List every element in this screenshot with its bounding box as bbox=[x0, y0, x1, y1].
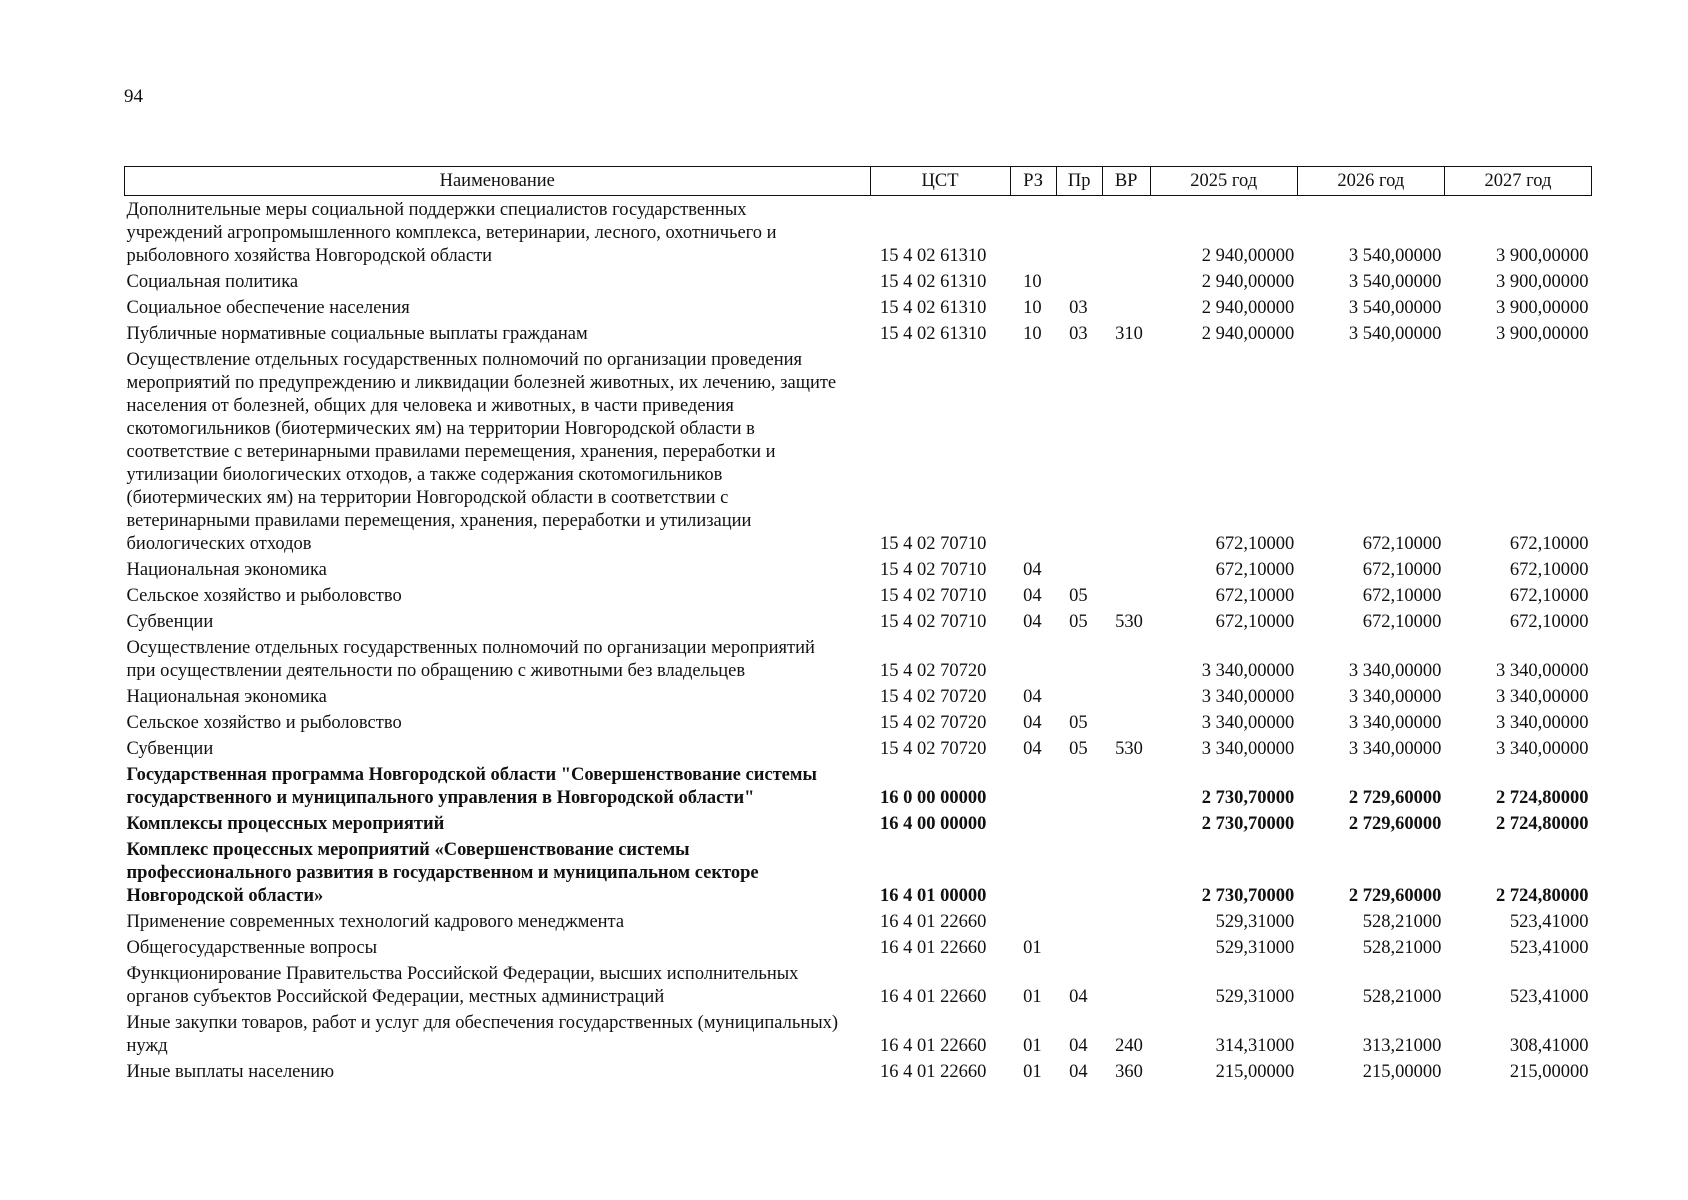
table-row bbox=[125, 1009, 1592, 1058]
row-2027: 2 724,80000 bbox=[1496, 886, 1589, 906]
table-row bbox=[125, 268, 1592, 294]
header-cst: ЦСТ bbox=[870, 167, 1010, 196]
row-2026: 3 540,00000 bbox=[1348, 298, 1442, 318]
row-pr: 04 bbox=[1069, 1036, 1088, 1056]
table-row bbox=[125, 761, 1592, 810]
row-name: Социальная политика bbox=[126, 272, 299, 292]
row-pr: 05 bbox=[1069, 586, 1088, 606]
row-name: Осуществление отдельных государственных полномочий по организации мероприятий при осуществлении деятельности по обращению с животными без владельцев bbox=[126, 638, 815, 681]
row-cst: 16 4 01 22660 bbox=[880, 987, 987, 1007]
row-cst: 16 4 01 22660 bbox=[880, 1062, 987, 1082]
row-2027: 3 340,00000 bbox=[1496, 713, 1589, 733]
row-rz: 04 bbox=[1023, 739, 1042, 759]
header-vr: ВР bbox=[1102, 167, 1150, 196]
row-2027: 308,41000 bbox=[1509, 1036, 1589, 1056]
row-rz bbox=[1010, 196, 1056, 269]
row-vr bbox=[1102, 582, 1150, 608]
row-2025: 2 940,00000 bbox=[1201, 246, 1295, 266]
row-vr bbox=[1102, 908, 1150, 934]
table-row bbox=[125, 320, 1592, 346]
row-2026: 215,00000 bbox=[1362, 1062, 1442, 1082]
row-2026: 3 540,00000 bbox=[1348, 246, 1442, 266]
row-pr bbox=[1056, 934, 1102, 960]
row-pr: 05 bbox=[1069, 739, 1088, 759]
row-pr: 05 bbox=[1069, 612, 1088, 632]
row-rz: 10 bbox=[1023, 298, 1042, 318]
row-2025: 672,10000 bbox=[1215, 586, 1295, 606]
row-rz: 01 bbox=[1023, 987, 1042, 1007]
row-cst: 15 4 02 61310 bbox=[880, 272, 987, 292]
row-2026: 672,10000 bbox=[1362, 612, 1442, 632]
row-rz bbox=[1010, 634, 1056, 683]
row-rz: 10 bbox=[1023, 324, 1042, 344]
row-2026: 3 340,00000 bbox=[1348, 661, 1442, 681]
row-name: Общегосударственные вопросы bbox=[126, 938, 378, 958]
row-vr: 530 bbox=[1115, 739, 1143, 759]
row-cst: 16 4 01 22660 bbox=[880, 912, 987, 932]
row-2027: 672,10000 bbox=[1509, 534, 1589, 554]
row-vr bbox=[1102, 346, 1150, 556]
row-name: Иные выплаты населению bbox=[126, 1062, 335, 1082]
row-cst: 15 4 02 70720 bbox=[880, 713, 987, 733]
row-2026: 672,10000 bbox=[1362, 534, 1442, 554]
row-cst: 16 0 00 00000 bbox=[880, 788, 987, 808]
row-name: Иные закупки товаров, работ и услуг для обеспечения государственных (муниципальных) нужд bbox=[126, 1013, 839, 1056]
row-rz: 04 bbox=[1023, 612, 1042, 632]
row-vr bbox=[1102, 709, 1150, 735]
table-row bbox=[125, 709, 1592, 735]
row-2025: 529,31000 bbox=[1215, 938, 1295, 958]
row-name: Применение современных технологий кадрового менеджмента bbox=[126, 912, 625, 932]
row-2025: 2 940,00000 bbox=[1201, 272, 1295, 292]
row-pr: 03 bbox=[1069, 324, 1088, 344]
row-2027: 215,00000 bbox=[1509, 1062, 1589, 1082]
row-pr: 04 bbox=[1069, 987, 1088, 1007]
row-cst: 16 4 01 22660 bbox=[880, 938, 987, 958]
row-vr: 310 bbox=[1115, 324, 1143, 344]
row-2025: 2 730,70000 bbox=[1201, 814, 1295, 834]
table-row bbox=[125, 634, 1592, 683]
row-2025: 3 340,00000 bbox=[1201, 687, 1295, 707]
header-2026: 2026 год bbox=[1297, 167, 1444, 196]
row-2025: 672,10000 bbox=[1215, 612, 1295, 632]
row-2027: 523,41000 bbox=[1509, 912, 1589, 932]
table-row bbox=[125, 346, 1592, 556]
row-rz: 10 bbox=[1023, 272, 1042, 292]
budget-table-container bbox=[124, 166, 1592, 1084]
row-2025: 215,00000 bbox=[1215, 1062, 1295, 1082]
table-row bbox=[125, 810, 1592, 836]
row-2025: 3 340,00000 bbox=[1201, 739, 1295, 759]
row-vr: 240 bbox=[1115, 1036, 1143, 1056]
row-rz: 01 bbox=[1023, 1062, 1042, 1082]
table-row bbox=[125, 196, 1592, 269]
row-vr bbox=[1102, 683, 1150, 709]
row-cst: 15 4 02 61310 bbox=[880, 324, 987, 344]
row-name: Функционирование Правительства Российской Федерации, высших исполнительных органов субъектов Российской Федерации, местных администраций bbox=[126, 964, 799, 1007]
row-rz bbox=[1010, 908, 1056, 934]
row-cst: 15 4 02 70710 bbox=[880, 560, 987, 580]
row-rz: 01 bbox=[1023, 1036, 1042, 1056]
row-2027: 3 340,00000 bbox=[1496, 687, 1589, 707]
row-2026: 672,10000 bbox=[1362, 560, 1442, 580]
row-vr bbox=[1102, 556, 1150, 582]
row-2026: 3 540,00000 bbox=[1348, 272, 1442, 292]
page-number: 94 bbox=[124, 86, 143, 107]
row-rz: 01 bbox=[1023, 938, 1042, 958]
row-cst: 16 4 01 22660 bbox=[880, 1036, 987, 1056]
table-row bbox=[125, 608, 1592, 634]
table-header bbox=[125, 167, 1592, 196]
table-row bbox=[125, 294, 1592, 320]
row-cst: 15 4 02 61310 bbox=[880, 298, 987, 318]
row-rz: 04 bbox=[1023, 687, 1042, 707]
table-row bbox=[125, 556, 1592, 582]
row-2025: 529,31000 bbox=[1215, 987, 1295, 1007]
row-pr bbox=[1056, 761, 1102, 810]
row-pr: 04 bbox=[1069, 1062, 1088, 1082]
row-2027: 3 340,00000 bbox=[1496, 661, 1589, 681]
row-2026: 3 340,00000 bbox=[1348, 739, 1442, 759]
row-2027: 3 900,00000 bbox=[1496, 272, 1589, 292]
row-2027: 2 724,80000 bbox=[1496, 814, 1589, 834]
row-name: Публичные нормативные социальные выплаты гражданам bbox=[126, 324, 588, 344]
row-2026: 3 340,00000 bbox=[1348, 687, 1442, 707]
row-2026: 2 729,60000 bbox=[1348, 814, 1442, 834]
header-rz: РЗ bbox=[1010, 167, 1056, 196]
row-2027: 3 340,00000 bbox=[1496, 739, 1589, 759]
row-rz: 04 bbox=[1023, 586, 1042, 606]
row-2027: 672,10000 bbox=[1509, 612, 1589, 632]
row-name: Социальное обеспечение населения bbox=[126, 298, 410, 318]
budget-table bbox=[124, 166, 1592, 1084]
row-vr bbox=[1102, 268, 1150, 294]
row-2025: 529,31000 bbox=[1215, 912, 1295, 932]
row-vr bbox=[1102, 934, 1150, 960]
row-2026: 672,10000 bbox=[1362, 586, 1442, 606]
row-pr bbox=[1056, 810, 1102, 836]
row-vr bbox=[1102, 634, 1150, 683]
row-cst: 15 4 02 70720 bbox=[880, 661, 987, 681]
row-rz: 04 bbox=[1023, 560, 1042, 580]
row-name: Дополнительные меры социальной поддержки специалистов государственных учреждений агропромышленного комплекса, ветеринарии, лесного, охотничьего и рыболовного хозяйства Новгородской области bbox=[126, 200, 777, 266]
row-2027: 672,10000 bbox=[1509, 586, 1589, 606]
table-body bbox=[125, 196, 1592, 1085]
row-2025: 3 340,00000 bbox=[1201, 661, 1295, 681]
header-name: Наименование bbox=[125, 167, 871, 196]
row-2026: 528,21000 bbox=[1362, 938, 1442, 958]
row-pr bbox=[1056, 346, 1102, 556]
row-2027: 2 724,80000 bbox=[1496, 788, 1589, 808]
row-2027: 3 900,00000 bbox=[1496, 298, 1589, 318]
row-2027: 523,41000 bbox=[1509, 987, 1589, 1007]
row-2025: 2 730,70000 bbox=[1201, 788, 1295, 808]
row-cst: 15 4 02 70710 bbox=[880, 534, 987, 554]
row-pr bbox=[1056, 836, 1102, 908]
row-pr: 03 bbox=[1069, 298, 1088, 318]
row-name: Субвенции bbox=[126, 739, 214, 759]
row-pr bbox=[1056, 908, 1102, 934]
row-2026: 528,21000 bbox=[1362, 987, 1442, 1007]
row-2025: 2 730,70000 bbox=[1201, 886, 1295, 906]
row-vr bbox=[1102, 836, 1150, 908]
row-name: Государственная программа Новгородской области "Совершенствование системы государственного и муниципального управления в Новгородской области" bbox=[126, 765, 817, 808]
row-name: Национальная экономика bbox=[126, 560, 327, 580]
row-2025: 3 340,00000 bbox=[1201, 713, 1295, 733]
row-vr bbox=[1102, 196, 1150, 269]
header-row bbox=[125, 167, 1592, 196]
row-name: Комплексы процессных мероприятий bbox=[126, 814, 445, 834]
row-name: Сельское хозяйство и рыболовство bbox=[126, 713, 402, 733]
row-2025: 672,10000 bbox=[1215, 560, 1295, 580]
row-rz bbox=[1010, 761, 1056, 810]
row-name: Субвенции bbox=[126, 612, 214, 632]
row-cst: 16 4 01 00000 bbox=[880, 886, 987, 906]
row-name: Национальная экономика bbox=[126, 687, 327, 707]
table-row bbox=[125, 908, 1592, 934]
row-vr: 530 bbox=[1115, 612, 1143, 632]
row-cst: 15 4 02 61310 bbox=[880, 246, 987, 266]
row-2026: 528,21000 bbox=[1362, 912, 1442, 932]
header-pr: Пр bbox=[1056, 167, 1102, 196]
row-rz bbox=[1010, 836, 1056, 908]
table-row bbox=[125, 582, 1592, 608]
row-vr bbox=[1102, 960, 1150, 1009]
row-vr bbox=[1102, 761, 1150, 810]
row-2026: 3 540,00000 bbox=[1348, 324, 1442, 344]
row-2027: 3 900,00000 bbox=[1496, 324, 1589, 344]
row-rz: 04 bbox=[1023, 713, 1042, 733]
table-row bbox=[125, 683, 1592, 709]
row-cst: 16 4 00 00000 bbox=[880, 814, 987, 834]
row-2025: 2 940,00000 bbox=[1201, 298, 1295, 318]
row-2026: 3 340,00000 bbox=[1348, 713, 1442, 733]
table-row bbox=[125, 934, 1592, 960]
row-cst: 15 4 02 70720 bbox=[880, 687, 987, 707]
table-row bbox=[125, 836, 1592, 908]
row-vr: 360 bbox=[1115, 1062, 1143, 1082]
row-vr bbox=[1102, 810, 1150, 836]
row-cst: 15 4 02 70710 bbox=[880, 586, 987, 606]
row-2025: 672,10000 bbox=[1215, 534, 1295, 554]
row-pr bbox=[1056, 268, 1102, 294]
row-pr: 05 bbox=[1069, 713, 1088, 733]
table-row bbox=[125, 960, 1592, 1009]
row-2026: 313,21000 bbox=[1362, 1036, 1442, 1056]
row-rz bbox=[1010, 810, 1056, 836]
row-vr bbox=[1102, 294, 1150, 320]
row-rz bbox=[1010, 346, 1056, 556]
row-2027: 672,10000 bbox=[1509, 560, 1589, 580]
row-2025: 314,31000 bbox=[1215, 1036, 1295, 1056]
row-2027: 3 900,00000 bbox=[1496, 246, 1589, 266]
row-2026: 2 729,60000 bbox=[1348, 788, 1442, 808]
header-2025: 2025 год bbox=[1150, 167, 1297, 196]
row-name: Сельское хозяйство и рыболовство bbox=[126, 586, 402, 606]
header-2027: 2027 год bbox=[1444, 167, 1591, 196]
row-pr bbox=[1056, 683, 1102, 709]
row-cst: 15 4 02 70720 bbox=[880, 739, 987, 759]
row-name: Осуществление отдельных государственных полномочий по организации проведения мероприятий по предупреждению и ликвидации болезней животных, их лечению, защите населения от болезней, общих для человека и животных, в части приведения скотомогильников (биотермических ям) на территории Новгородской области в соответствие с ветеринарными правилами перемещения, хранения, переработки и утилизации биологических отходов, а также содержания скотомогильников (биотермических ям) на территории Новгородской области в соответствии с ветеринарными правилами перемещения, хранения, переработки и утилизации биологических отходов bbox=[126, 350, 837, 554]
table-row bbox=[125, 1058, 1592, 1084]
row-2027: 523,41000 bbox=[1509, 938, 1589, 958]
row-2025: 2 940,00000 bbox=[1201, 324, 1295, 344]
row-name: Комплекс процессных мероприятий «Совершенствование системы профессионального развития в государственном и муниципальном секторе Новгородской области» bbox=[126, 840, 759, 906]
row-pr bbox=[1056, 556, 1102, 582]
table-row bbox=[125, 735, 1592, 761]
row-pr bbox=[1056, 634, 1102, 683]
row-cst: 15 4 02 70710 bbox=[880, 612, 987, 632]
row-2026: 2 729,60000 bbox=[1348, 886, 1442, 906]
row-pr bbox=[1056, 196, 1102, 269]
